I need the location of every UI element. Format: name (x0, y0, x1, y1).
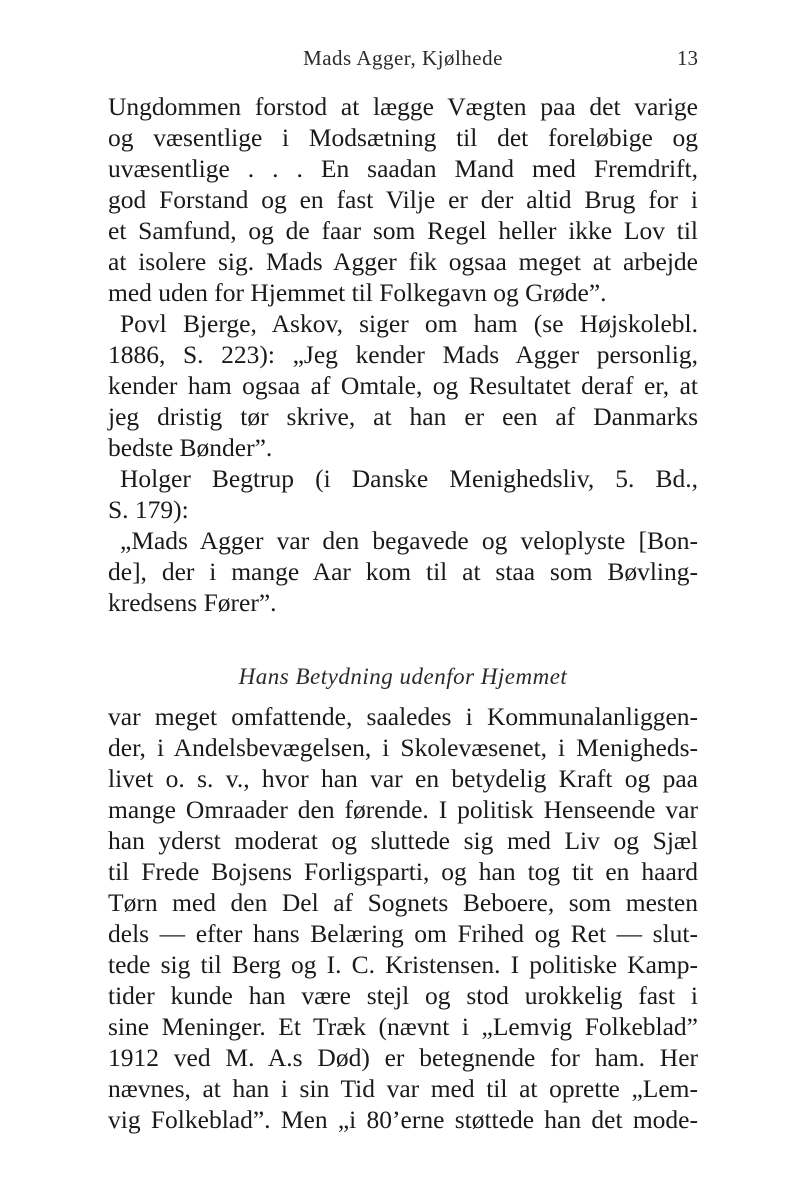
page-number: 13 (677, 46, 698, 70)
text-line: Tørn med den Del af Sognets Beboere, som mesten (108, 888, 698, 917)
text-line: Holger Begtrup (i Danske Menighedsliv, 5. Bd., (120, 464, 698, 493)
text-line: livet o. s. v., hvor han var en betydelig Kraft og paa (108, 764, 698, 793)
text-line: Povl Bjerge, Askov, siger om ham (se Højskolebl. (120, 309, 698, 338)
text-line: vig Folkeblad”. Men „i 80’erne støttede han det mode- (108, 1105, 698, 1134)
text-line: jeg dristig tør skrive, at han er een af Danmarks (108, 402, 698, 431)
text-line: og væsentlige i Modsætning til det foreløbige og (108, 123, 698, 152)
text-line: „Mads Agger var den begavede og veloplyste [Bon- (120, 526, 698, 555)
text-line: der, i Andelsbevægelsen, i Skolevæsenet, i Menigheds- (108, 733, 698, 762)
text-line: 1912 ved M. A.s Død) er betegnende for ham. Her (108, 1043, 698, 1072)
text-line: Ungdommen forstod at lægge Vægten paa det varige (108, 92, 698, 121)
text-line: kender ham ogsaa af Omtale, og Resultatet deraf er, at (108, 371, 698, 400)
text-line: S. 179): (108, 495, 189, 524)
text-line: et Samfund, og de faar som Regel heller ikke Lov til (108, 216, 698, 245)
text-line: tede sig til Berg og I. C. Kristensen. I politiske Kamp- (108, 950, 698, 979)
text-line: tider kunde han være stejl og stod urokkelig fast i (108, 981, 698, 1010)
text-line: mange Omraader den førende. I politisk Henseende var (108, 795, 698, 824)
text-line: var meget omfattende, saaledes i Kommunalanliggen- (108, 702, 698, 731)
text-line: sine Meninger. Et Træk (nævnt i „Lemvig Folkeblad” (108, 1012, 698, 1041)
text-line: at isolere sig. Mads Agger fik ogsaa meget at arbejde (108, 247, 698, 276)
text-line: med uden for Hjemmet til Folkegavn og Grøde”. (108, 278, 607, 307)
text-line: kredsens Fører”. (108, 588, 277, 617)
running-head (108, 46, 698, 76)
text-line: de], der i mange Aar kom til at staa som Bøvling- (108, 557, 698, 586)
running-title: Mads Agger, Kjølhede (303, 46, 503, 70)
text-line: bedste Bønder”. (108, 433, 273, 462)
text-line: til Frede Bojsens Forligsparti, og han tog tit en haard (108, 857, 698, 886)
text-line: dels — efter hans Belæring om Frihed og Ret — slut- (108, 919, 698, 948)
text-line: 1886, S. 223): „Jeg kender Mads Agger personlig, (108, 340, 698, 369)
text-line: god Forstand og en fast Vilje er der altid Brug for i (108, 185, 698, 214)
section-heading: Hans Betydning udenfor Hjemmet (238, 664, 568, 689)
text-line: uvæsentlige . . . En saadan Mand med Fremdrift, (108, 154, 698, 183)
text-line: han yderst moderat og sluttede sig med Liv og Sjæl (108, 826, 698, 855)
text-line: nævnes, at han i sin Tid var med til at oprette „Lem- (108, 1074, 698, 1103)
